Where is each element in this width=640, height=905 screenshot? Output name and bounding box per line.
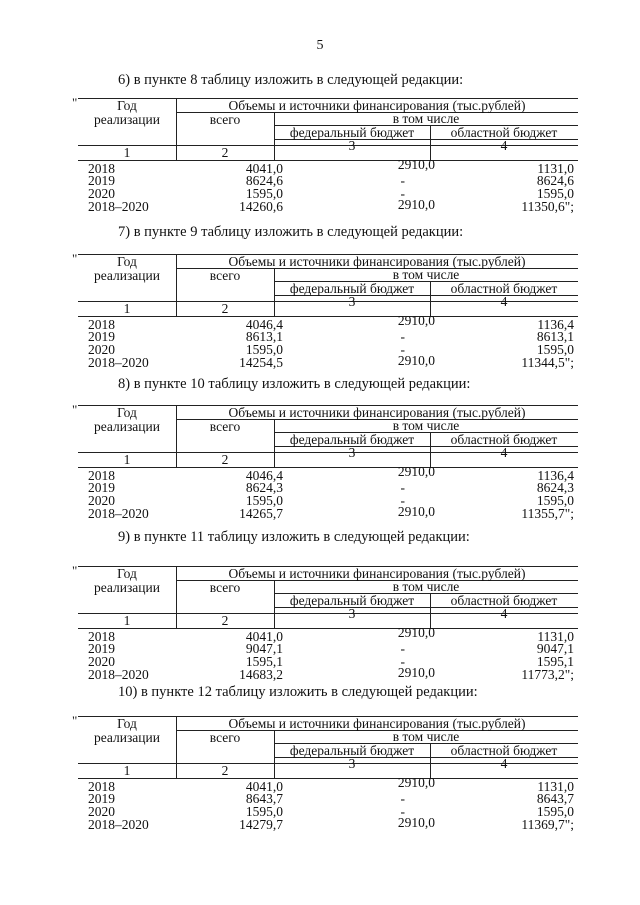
header-total: всего [209,580,241,595]
table-row [80,815,580,832]
opening-quote: " [72,95,78,110]
header-year-line1: Год [117,98,137,113]
cell-federal: - [400,791,405,806]
header-col4: 4 [500,138,508,153]
header-regional: областной бюджет [450,593,558,608]
cell-regional: 1595,1 [536,654,574,669]
header-year-line1: Год [117,405,137,420]
header-year-line2: реализации [94,112,160,127]
cell-total: 1595,0 [245,804,283,819]
cell-year: 2018 [88,629,115,644]
header-total: всего [209,112,241,127]
page-number: 5 [316,38,324,53]
header-total: всего [209,730,241,745]
header-year-line1: Год [117,566,137,581]
financing-table-header [72,95,578,168]
table-row [80,481,580,494]
cell-regional: 1136,4 [537,468,574,483]
cell-federal: - [400,804,405,819]
header-col4: 4 [500,294,508,309]
header-col3: 3 [348,138,356,153]
opening-quote: " [72,251,78,266]
cell-year: 2018–2020 [88,667,149,682]
header-col1: 1 [123,145,131,160]
cell-year: 2019 [88,329,115,344]
financing-table-header [72,251,578,324]
cell-federal: 2910,0 [397,775,435,790]
table-rule-bottom [78,316,578,317]
cell-regional: 1131,0 [537,161,574,176]
table-row [80,504,580,521]
cell-regional: 1595,0 [536,186,574,201]
cell-year: 2018–2020 [88,506,149,521]
header-year-line2: реализации [94,268,160,283]
cell-year: 2020 [88,186,115,201]
header-including: в том числе [392,267,460,282]
cell-total: 14683,2 [239,667,283,682]
header-including: в том числе [392,729,460,744]
cell-federal: - [400,329,405,344]
cell-year: 2018 [88,161,115,176]
header-volumes: Объемы и источники финансирования (тыс.рублей) [228,716,526,731]
header-col2: 2 [221,145,229,160]
cell-total: 1595,1 [245,654,283,669]
header-total: всего [209,268,241,283]
opening-quote: " [72,713,78,728]
cell-regional: 8643,7 [536,791,574,806]
table-row [80,665,580,682]
header-regional: областной бюджет [450,432,558,447]
cell-total: 14265,7 [239,506,283,521]
cell-regional: 1131,0 [537,779,574,794]
header-year-line2: реализации [94,419,160,434]
header-col1: 1 [123,301,131,316]
opening-quote: " [72,563,78,578]
header-col1: 1 [123,452,131,467]
cell-regional: 1595,0 [536,342,574,357]
cell-total: 1595,0 [245,186,283,201]
header-including: в том числе [392,111,460,126]
cell-year: 2018 [88,779,115,794]
header-total: всего [209,419,241,434]
cell-total: 8643,7 [245,791,283,806]
cell-total: 9047,1 [245,641,283,656]
cell-regional: 8624,6 [536,173,574,188]
header-volumes: Объемы и источники финансирования (тыс.рублей) [228,566,526,581]
cell-total: 14254,5 [239,355,283,370]
cell-federal: 2910,0 [397,197,435,212]
table-row [80,330,580,343]
header-col3: 3 [348,756,356,771]
table-row [80,197,580,214]
table-rule-bottom [78,467,578,468]
header-including: в том числе [392,418,460,433]
header-col2: 2 [221,763,229,778]
cell-total: 8613,1 [245,329,283,344]
cell-total: 4041,0 [245,161,283,176]
cell-year: 2018–2020 [88,817,149,832]
cell-regional: 8613,1 [536,329,574,344]
cell-federal: - [400,654,405,669]
cell-federal: 2910,0 [397,504,435,519]
section-heading: 7) в пункте 9 таблицу изложить в следующей редакции: [118,224,464,240]
header-col3: 3 [348,294,356,309]
cell-regional: 11773,2"; [521,667,574,682]
header-volumes: Объемы и источники финансирования (тыс.рублей) [228,254,526,269]
cell-regional: 1595,0 [536,493,574,508]
cell-total: 14260,6 [239,199,283,214]
header-year-line2: реализации [94,730,160,745]
section-heading: 10) в пункте 12 таблицу изложить в следующей редакции: [118,684,478,700]
cell-federal: - [400,342,405,357]
header-including: в том числе [392,579,460,594]
table-row [80,343,580,356]
header-year-line2: реализации [94,580,160,595]
table-row [80,792,580,805]
cell-total: 14279,7 [239,817,283,832]
section-heading: 6) в пункте 8 таблицу изложить в следующей редакции: [118,72,464,88]
cell-total: 1595,0 [245,342,283,357]
cell-regional: 8624,3 [536,480,574,495]
cell-total: 4041,0 [245,629,283,644]
header-year-line1: Год [117,716,137,731]
table-row [80,805,580,818]
header-volumes: Объемы и источники финансирования (тыс.рублей) [228,405,526,420]
header-regional: областной бюджет [450,281,558,296]
header-col4: 4 [500,756,508,771]
financing-table-header [72,713,578,786]
header-federal: федеральный бюджет [289,743,415,758]
table-row [80,353,580,370]
cell-regional: 11344,5"; [521,355,574,370]
header-col4: 4 [500,445,508,460]
cell-regional: 11355,7"; [521,506,574,521]
cell-federal: 2910,0 [397,313,435,328]
cell-year: 2020 [88,654,115,669]
header-col3: 3 [348,445,356,460]
table-row [80,174,580,187]
header-federal: федеральный бюджет [289,281,415,296]
table-row [80,494,580,507]
cell-federal: 2910,0 [397,625,435,640]
table-row [80,655,580,668]
header-regional: областной бюджет [450,743,558,758]
cell-total: 1595,0 [245,493,283,508]
cell-federal: 2910,0 [397,464,435,479]
cell-year: 2019 [88,480,115,495]
cell-total: 4046,4 [245,468,283,483]
opening-quote: " [72,402,78,417]
header-col2: 2 [221,613,229,628]
header-col1: 1 [123,613,131,628]
section-heading: 9) в пункте 11 таблицу изложить в следующей редакции: [118,529,470,545]
cell-year: 2018–2020 [88,355,149,370]
cell-year: 2020 [88,804,115,819]
header-col2: 2 [221,452,229,467]
cell-federal: 2910,0 [397,157,435,172]
cell-total: 4046,4 [245,317,283,332]
cell-year: 2018 [88,468,115,483]
cell-regional: 1136,4 [537,317,574,332]
cell-federal: 2910,0 [397,353,435,368]
header-federal: федеральный бюджет [289,593,415,608]
cell-regional: 9047,1 [536,641,574,656]
cell-year: 2018 [88,317,115,332]
cell-regional: 11369,7"; [521,817,574,832]
header-federal: федеральный бюджет [289,125,415,140]
financing-table-header [72,402,578,475]
table-rule-bottom [78,160,578,161]
header-col2: 2 [221,301,229,316]
cell-federal: 2910,0 [397,815,435,830]
cell-year: 2019 [88,641,115,656]
header-col3: 3 [348,606,356,621]
table-row [80,187,580,200]
table-rule-bottom [78,628,578,629]
cell-federal: - [400,186,405,201]
cell-federal: - [400,173,405,188]
table-rule-bottom [78,778,578,779]
cell-total: 8624,3 [245,480,283,495]
cell-federal: 2910,0 [397,665,435,680]
header-federal: федеральный бюджет [289,432,415,447]
cell-federal: - [400,480,405,495]
cell-year: 2018–2020 [88,199,149,214]
financing-table-header [72,563,578,636]
header-col1: 1 [123,763,131,778]
cell-total: 8624,6 [245,173,283,188]
cell-year: 2020 [88,493,115,508]
section-heading: 8) в пункте 10 таблицу изложить в следующей редакции: [118,376,471,392]
header-year-line1: Год [117,254,137,269]
cell-regional: 1131,0 [537,629,574,644]
cell-year: 2020 [88,342,115,357]
cell-federal: - [400,641,405,656]
cell-year: 2019 [88,791,115,806]
table-row [80,642,580,655]
header-volumes: Объемы и источники финансирования (тыс.рублей) [228,98,526,113]
cell-total: 4041,0 [245,779,283,794]
header-regional: областной бюджет [450,125,558,140]
header-col4: 4 [500,606,508,621]
cell-year: 2019 [88,173,115,188]
cell-federal: - [400,493,405,508]
cell-regional: 11350,6"; [521,199,574,214]
cell-regional: 1595,0 [536,804,574,819]
